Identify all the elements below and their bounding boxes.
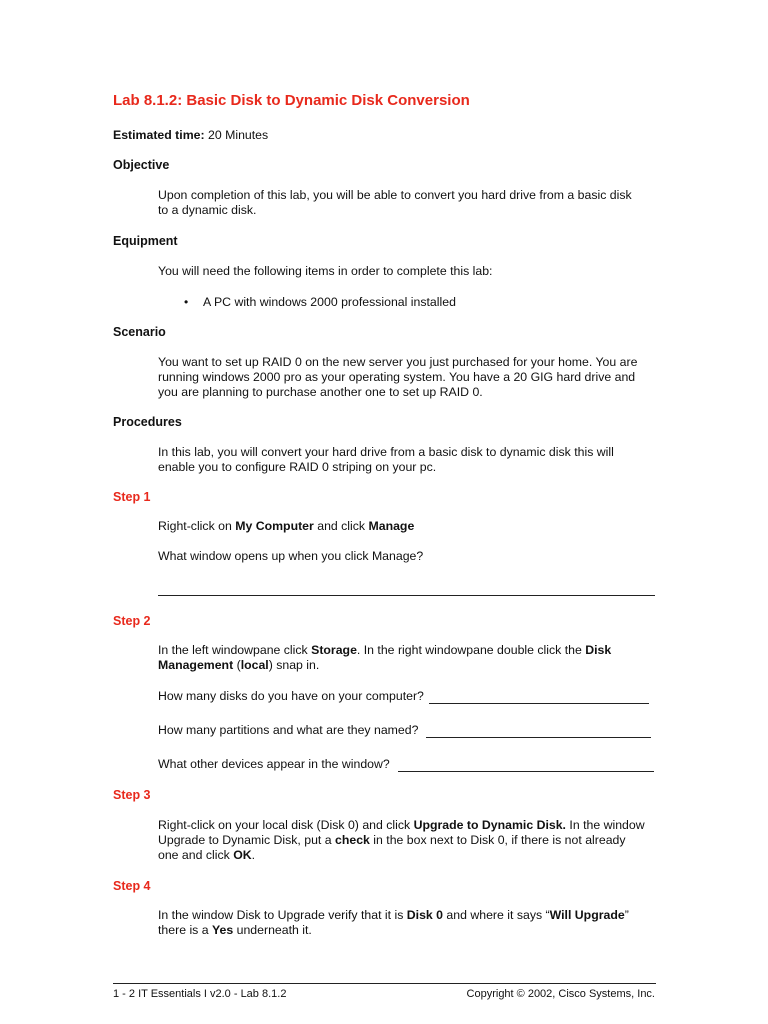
equipment-intro: You will need the following items in order to complete this lab: [158,264,493,278]
equipment-item-1: A PC with windows 2000 professional installed [203,295,456,309]
step-2-question-2: How many partitions and what are they named? [158,723,419,737]
step-1-label: Step 1 [113,490,151,504]
equipment-bullet: • [184,295,189,309]
step-1-question: What window opens up when you click Manage? [158,549,424,563]
step-1-answer-line [158,595,655,596]
step-2-answer-line-1 [429,703,649,704]
footer-copyright: Copyright © 2002, Cisco Systems, Inc. [466,988,655,1000]
objective-heading: Objective [113,158,170,172]
footer-left: 1 - 2 IT Essentials I v2.0 - Lab 8.1.2 [113,988,287,1000]
procedures-line-2: enable you to configure RAID 0 striping on your pc. [158,460,437,474]
step-3-instruction-line-3: one and click OK. [158,848,256,862]
equipment-heading: Equipment [113,234,178,248]
step-2-question-1: How many disks do you have on your computer? [158,689,424,703]
scenario-line-1: You want to set up RAID 0 on the new server you just purchased for your home. You are [158,355,638,369]
step-2-question-3: What other devices appear in the window? [158,757,390,771]
step-3-instruction-line-1: Right-click on your local disk (Disk 0) and click Upgrade to Dynamic Disk. In the window [158,818,645,832]
footer-divider [113,983,656,984]
scenario-line-2: running windows 2000 pro as your operating system. You have a 20 GIG hard drive and [158,370,636,384]
step-2-answer-line-2 [426,737,651,738]
step-2-instruction-line-1: In the left windowpane click Storage. In the right windowpane double click the Disk [158,643,612,657]
step-4-instruction-line-1: In the window Disk to Upgrade verify that it is Disk 0 and where it says “Will Upgrade” [158,908,629,922]
step-1-instruction: Right-click on My Computer and click Manage [158,519,415,533]
step-4-instruction-line-2: there is a Yes underneath it. [158,923,312,937]
estimated-time-label: Estimated time: [113,128,205,142]
step-2-label: Step 2 [113,614,151,628]
step-4-label: Step 4 [113,879,151,893]
procedures-line-1: In this lab, you will convert your hard drive from a basic disk to dynamic disk this will [158,445,614,459]
objective-line-1: Upon completion of this lab, you will be able to convert you hard drive from a basic disk [158,188,632,202]
objective-line-2: to a dynamic disk. [158,203,257,217]
step-2-instruction-line-2: Management (local) snap in. [158,658,320,672]
step-2-answer-line-3 [398,771,654,772]
estimated-time-value: 20 Minutes [204,128,269,142]
step-3-instruction-line-2: Upgrade to Dynamic Disk, put a check in the box next to Disk 0, if there is not already [158,833,626,847]
lab-title: Lab 8.1.2: Basic Disk to Dynamic Disk Conversion [113,92,470,109]
scenario-heading: Scenario [113,325,166,339]
step-3-label: Step 3 [113,788,151,802]
procedures-heading: Procedures [113,415,182,429]
estimated-time [113,128,268,143]
scenario-line-3: you are planning to purchase another one to set up RAID 0. [158,385,483,399]
